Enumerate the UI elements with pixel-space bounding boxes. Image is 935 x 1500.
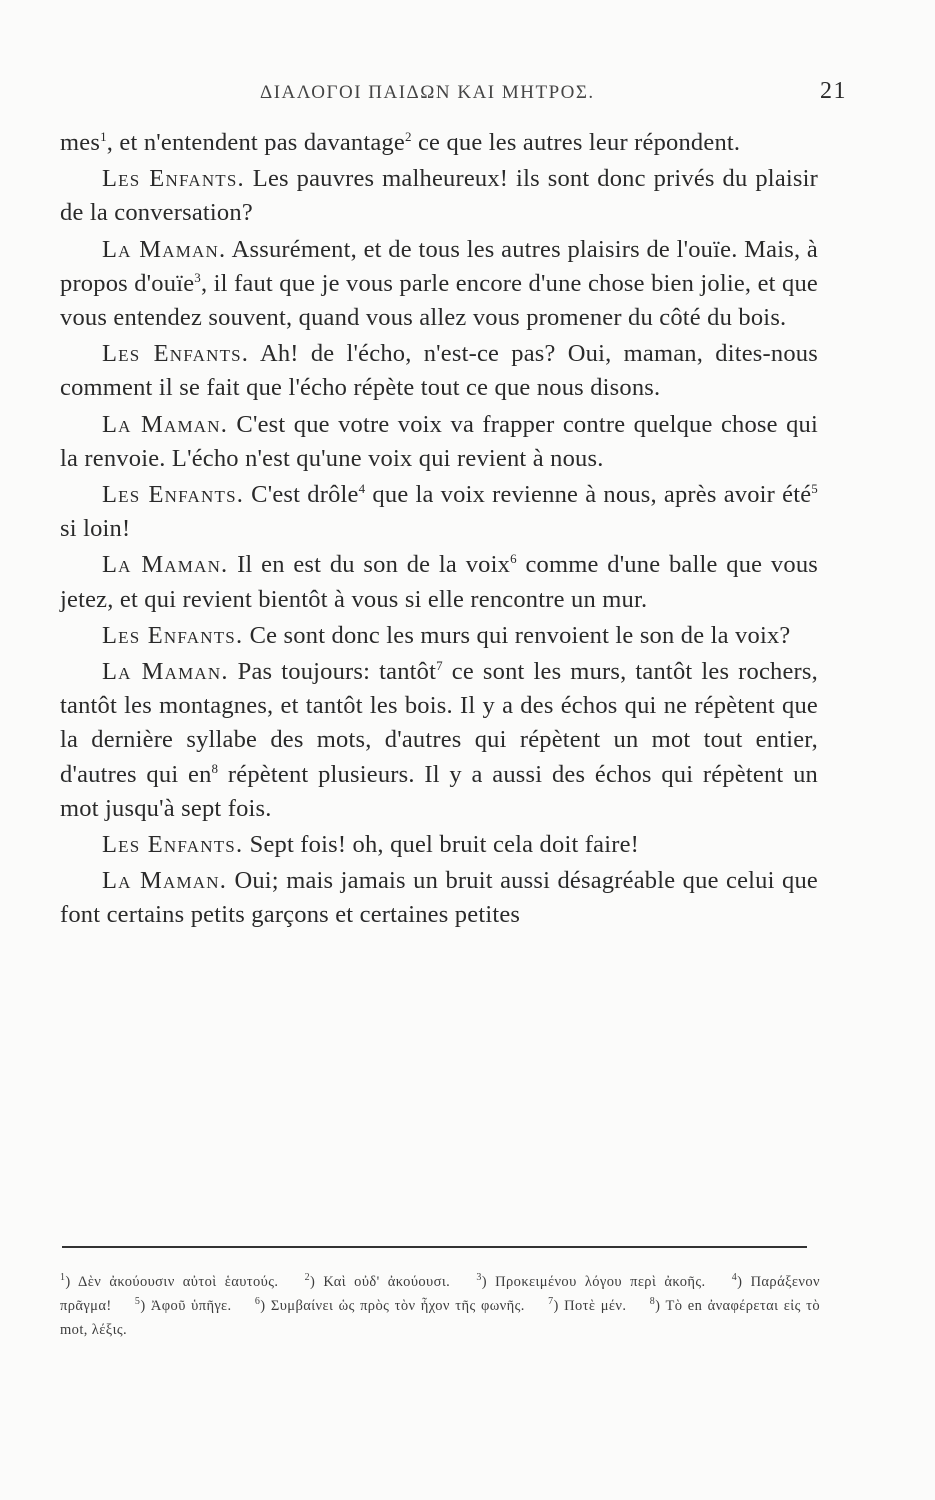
text-run: C'est drôle: [244, 481, 359, 509]
page-header: [60, 78, 847, 108]
speaker-label: La Maman.: [102, 551, 229, 579]
footnote-ref: 4: [358, 480, 366, 496]
dialogue-paragraph: [60, 655, 818, 826]
text-run: comme d'une balle que vous jetez, et qui revient bientôt à vous si elle rencontre un mur.: [60, 551, 818, 613]
speaker-label: La Maman.: [102, 867, 228, 895]
footnote-ref: 5: [811, 480, 818, 496]
footnote-number: 5: [134, 1296, 141, 1308]
dialogue-paragraph: [60, 548, 818, 616]
footnote-number: 8: [649, 1296, 656, 1308]
speaker-label: La Maman.: [102, 658, 229, 686]
footnote-number: 1: [60, 1272, 66, 1284]
footnote-text: Παράξενον πρᾶγμα!: [60, 1274, 820, 1314]
footnote: [548, 1298, 626, 1314]
footnote-text: Καὶ οὐδ' ἀκούουσι.: [323, 1274, 451, 1290]
footnote-paren: ): [260, 1298, 271, 1314]
page-number: 21: [820, 78, 847, 104]
footnote-ref: 6: [510, 551, 517, 567]
text-run: Ce sont donc les murs qui renvoient le son de la voix?: [243, 621, 791, 649]
text-run: Sept fois! oh, quel bruit cela doit faire!: [243, 831, 640, 859]
footnote-number: 4: [731, 1272, 738, 1284]
footnote-number: 7: [548, 1296, 554, 1308]
footnote-number: 6: [254, 1296, 261, 1308]
footnote: [135, 1298, 232, 1314]
text-run: Oui; mais jamais un bruit aussi désagréable que celui que font certains petits garçons et certaines petites: [60, 867, 818, 929]
text-run: , et n'entendent pas davantage: [106, 129, 405, 156]
footnote-paren: ): [655, 1298, 666, 1314]
footnote-divider: [62, 1246, 807, 1248]
dialogue-paragraph: [60, 619, 818, 653]
speaker-label: Les Enfants.: [102, 621, 244, 649]
footnote-paren: ): [481, 1274, 496, 1290]
footnote-paren: ): [309, 1274, 324, 1290]
footnote-ref: 8: [211, 760, 219, 776]
speaker-label: La Maman.: [102, 235, 227, 263]
footnote-paren: ): [140, 1298, 151, 1314]
dialogue-paragraph: [60, 337, 818, 405]
text-run: ce que les autres leur répondent.: [411, 129, 741, 156]
footnote-paren: ): [737, 1274, 751, 1290]
footnote-text: Προκειμένου λόγου περὶ ἀκοῆς.: [495, 1274, 706, 1290]
text-run: que la voix revienne à nous, après avoir été: [365, 481, 812, 509]
footnote: [255, 1298, 525, 1314]
footnote-ref: 3: [194, 269, 201, 285]
dialogue-paragraph: [60, 126, 818, 160]
text-run: Assurément, et de tous les autres plaisirs de l'ouïe. Mais, à propos d'ouïe: [60, 235, 818, 297]
dialogue-paragraph: [60, 408, 818, 476]
text-run: Pas toujours: tantôt: [228, 658, 437, 686]
footnote-text: Τὸ en ἀναφέρεται εἰς τὸ mot, λέξις.: [60, 1298, 820, 1338]
footnote-paren: ): [65, 1274, 78, 1290]
text-run: , il faut que je vous parle encore d'une chose bien jolie, et que vous entendez souvent, quand vous allez vous promener du côté du bois.: [60, 269, 818, 332]
footnote: [60, 1274, 278, 1290]
footnotes: [60, 1270, 820, 1342]
dialogue-paragraph: [60, 478, 818, 546]
text-run: répètent plusieurs. Il y a aussi des échos qui répètent un mot jusqu'à sept fois.: [60, 760, 818, 822]
footnote-text: Συμβαίνει ὡς πρὸς τὸν ἦχον τῆς φωνῆς.: [270, 1298, 525, 1314]
footnote-number: 3: [476, 1272, 482, 1284]
text-run: ce sont les murs, tantôt les rochers, tantôt les montagnes, et tantôt les bois. Il y a des échos qui ne répètent que la dernière syllabe des mots, d'autres qui répètent un mot tout entier, d'autres qui en: [60, 658, 818, 788]
footnote-ref: 2: [404, 128, 412, 144]
dialogue-paragraph: [60, 864, 818, 932]
footnote-number: 2: [304, 1272, 310, 1284]
dialogue-paragraph: [60, 233, 818, 336]
dialogue-paragraph: [60, 828, 818, 862]
footnote-paren: ): [553, 1298, 565, 1314]
footnote-ref: 7: [436, 657, 443, 673]
footnote: [305, 1274, 451, 1290]
speaker-label: La Maman.: [102, 410, 229, 438]
speaker-label: Les Enfants.: [102, 340, 250, 368]
footnote-ref: 1: [100, 128, 107, 144]
dialogue-text: [60, 126, 818, 935]
speaker-label: Les Enfants.: [102, 831, 244, 859]
speaker-label: Les Enfants.: [102, 481, 245, 509]
dialogue-paragraph: [60, 162, 818, 230]
footnote: [476, 1274, 705, 1290]
speaker-label: Les Enfants.: [102, 165, 245, 193]
text-run: C'est que votre voix va frapper contre quelque chose qui la renvoie. L'écho n'est qu'une voix qui revient à nous.: [60, 410, 818, 472]
footnote-text: Ποτὲ μέν.: [564, 1298, 627, 1314]
footnote-text: Δὲν ἀκούουσιν αὐτοὶ ἑαυτούς.: [78, 1274, 279, 1290]
text-run: Ah! de l'écho, n'est-ce pas? Oui, maman, dites-nous comment il se fait que l'écho répète tout ce que nous disons.: [60, 340, 818, 402]
text-run: si loin!: [60, 515, 131, 543]
footnote-text: Ἀφοῦ ὑπῆγε.: [150, 1298, 232, 1314]
text-run: Il en est du son de la voix: [228, 551, 511, 579]
text-run: Les pauvres malheureux! ils sont donc privés du plaisir de la conversation?: [60, 165, 818, 227]
text-run: mes: [60, 129, 101, 156]
running-title: ΔΙΑΛΟΓΟΙ ΠΑΙΔΩΝ ΚΑΙ ΜΗΤΡΟΣ.: [260, 82, 595, 103]
